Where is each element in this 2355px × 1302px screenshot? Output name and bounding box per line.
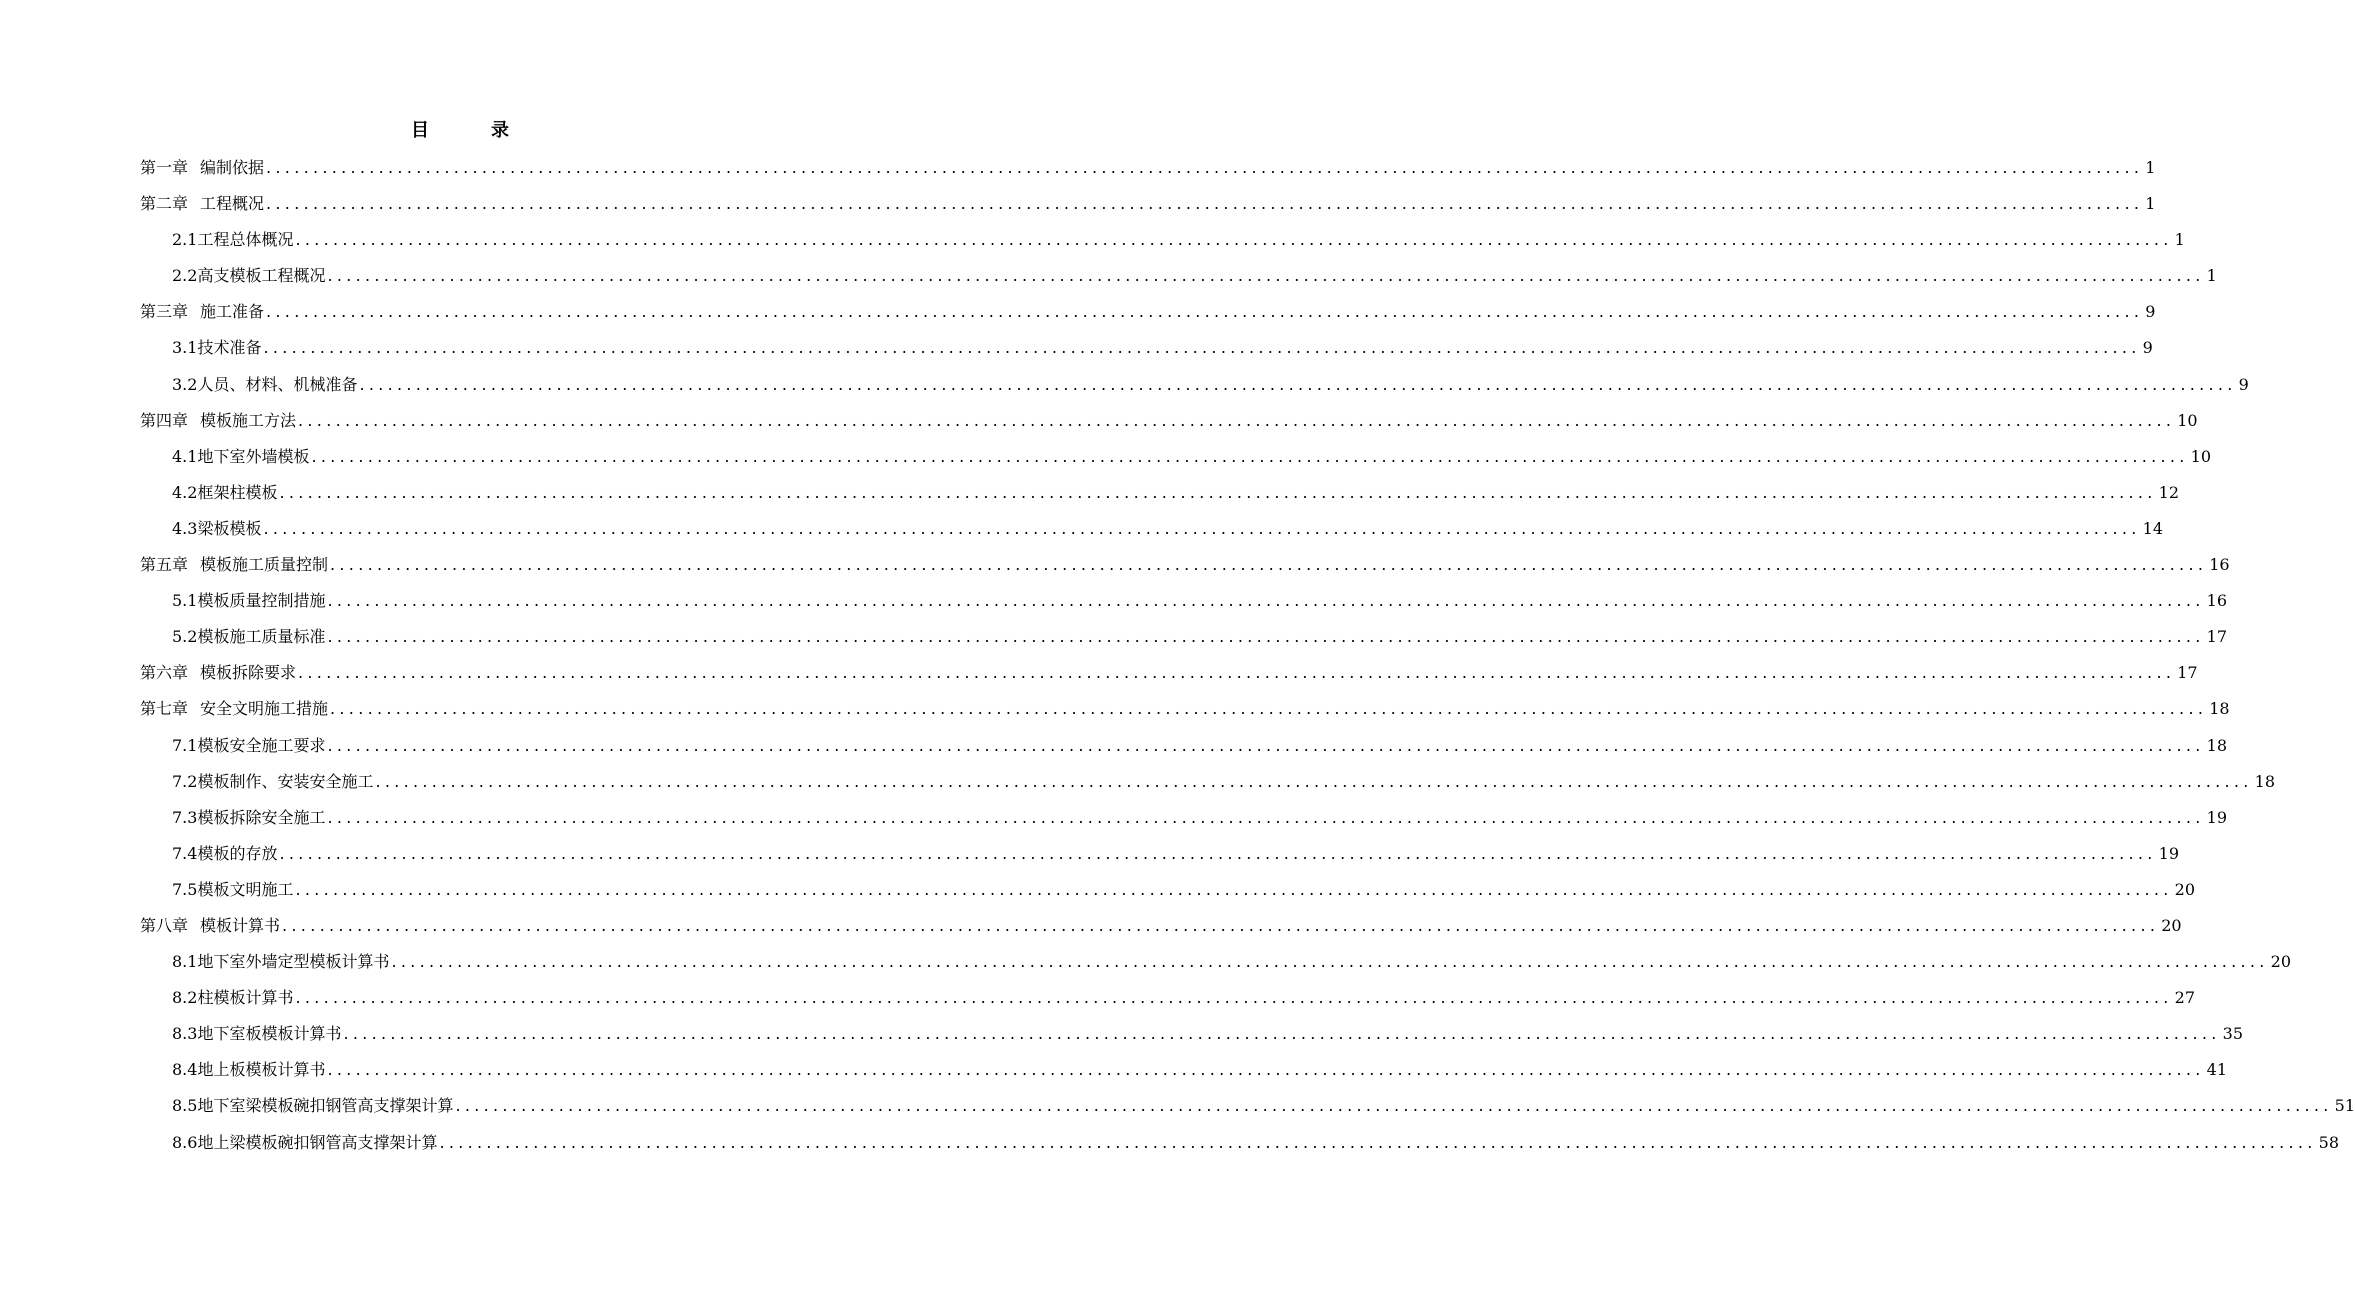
toc-page-number: 18 xyxy=(2209,699,2230,719)
toc-chapter-number: 第八章 xyxy=(140,915,189,935)
toc-dot-leader: ........................................................................................................................................................................................................ xyxy=(266,302,2144,322)
toc-entry-label: 编制依据 xyxy=(200,158,265,177)
toc-entry-label: 4.2框架柱模板 xyxy=(172,482,278,502)
toc-page-number: 18 xyxy=(2254,771,2275,791)
toc-entry-label-group xyxy=(172,511,261,547)
toc-dot-leader: ........................................................................................................................................................................................................ xyxy=(279,482,2157,502)
toc-dot-leader: ........................................................................................................................................................................................................ xyxy=(391,952,2269,972)
toc-entry-label: 8.4地上板模板计算书 xyxy=(172,1060,326,1080)
toc-dot-leader: ........................................................................................................................................................................................................ xyxy=(455,1096,2333,1116)
toc-entry-label-group xyxy=(140,186,264,222)
toc-chapter-number: 第二章 xyxy=(140,194,189,214)
toc-entry-label: 7.4模板的存放 xyxy=(172,843,278,863)
toc-entry-chapter[interactable] xyxy=(140,547,2230,583)
toc-entry-chapter[interactable] xyxy=(140,655,2198,691)
toc-entry-label-group xyxy=(172,258,325,294)
toc-entry-label-group xyxy=(172,872,293,908)
toc-page-number: 16 xyxy=(2209,555,2230,575)
toc-entry-section[interactable] xyxy=(140,511,2163,547)
toc-page-number: 9 xyxy=(2142,338,2153,358)
toc-entry-label-group xyxy=(172,330,261,366)
toc-page-number: 9 xyxy=(2145,302,2156,322)
toc-entry-section[interactable] xyxy=(140,872,2195,908)
toc-entry-label: 2.2高支模板工程概况 xyxy=(172,266,326,286)
toc-entry-section[interactable] xyxy=(140,367,2249,403)
toc-entry-label: 7.2模板制作、安装安全施工 xyxy=(172,771,374,791)
toc-entry-label-group xyxy=(140,655,296,691)
toc-entry-section[interactable] xyxy=(140,619,2227,655)
toc-dot-leader: ........................................................................................................................................................................................................ xyxy=(375,771,2253,791)
toc-entry-label: 7.1模板安全施工要求 xyxy=(172,735,326,755)
toc-entry-label-group xyxy=(172,728,325,764)
toc-entry-section[interactable] xyxy=(140,764,2275,800)
toc-entry-label: 8.1地下室外墙定型模板计算书 xyxy=(172,952,390,972)
toc-entry-label-group xyxy=(172,583,325,619)
toc-entry-section[interactable] xyxy=(140,836,2179,872)
toc-dot-leader: ........................................................................................................................................................................................................ xyxy=(327,591,2205,611)
toc-entry-label-group xyxy=(172,836,277,872)
toc-page-number: 58 xyxy=(2318,1132,2339,1152)
toc-page-number: 12 xyxy=(2158,482,2179,502)
toc-entry-label: 4.3梁板模板 xyxy=(172,518,262,538)
toc-page-number: 27 xyxy=(2174,988,2195,1008)
toc-dot-leader: ........................................................................................................................................................................................................ xyxy=(295,879,2173,899)
toc-page-number: 1 xyxy=(2174,230,2185,250)
toc-dot-leader: ........................................................................................................................................................................................................ xyxy=(327,627,2205,647)
toc-entry-label: 模板施工质量控制 xyxy=(200,555,329,575)
toc-entry-chapter[interactable] xyxy=(140,403,2198,439)
toc-page-number: 19 xyxy=(2206,807,2227,827)
toc-entry-label: 工程概况 xyxy=(200,194,265,214)
toc-entry-label: 2.1工程总体概况 xyxy=(172,230,294,250)
toc-dot-leader: ........................................................................................................................................................................................................ xyxy=(298,410,2176,430)
toc-dot-leader: ........................................................................................................................................................................................................ xyxy=(263,518,2141,538)
toc-page-number: 1 xyxy=(2145,158,2156,177)
toc-entry-section[interactable] xyxy=(140,800,2227,836)
toc-page-number: 1 xyxy=(2145,194,2156,214)
toc-entry-label-group xyxy=(140,547,328,583)
toc-entry-label: 模板计算书 xyxy=(200,915,281,935)
toc-entry-section[interactable] xyxy=(140,980,2195,1016)
toc-list xyxy=(140,150,2355,1161)
toc-dot-leader: ........................................................................................................................................................................................................ xyxy=(279,843,2157,863)
toc-entry-label-group xyxy=(172,439,309,475)
toc-entry-label-group xyxy=(172,367,357,403)
toc-entry-label-group xyxy=(172,619,325,655)
toc-page-number: 17 xyxy=(2206,627,2227,647)
toc-entry-label-group xyxy=(172,764,373,800)
toc-entry-label: 3.1技术准备 xyxy=(172,338,262,358)
toc-entry-section[interactable] xyxy=(140,1016,2243,1052)
toc-entry-chapter[interactable] xyxy=(140,691,2230,727)
toc-chapter-number: 第七章 xyxy=(140,699,189,719)
toc-entry-label: 8.3地下室板模板计算书 xyxy=(172,1024,342,1044)
toc-entry-chapter[interactable] xyxy=(140,150,2156,186)
toc-entry-label-group xyxy=(172,1052,325,1088)
toc-dot-leader: ........................................................................................................................................................................................................ xyxy=(311,446,2189,466)
toc-dot-leader: ........................................................................................................................................................................................................ xyxy=(295,230,2173,250)
toc-page-number: 20 xyxy=(2161,915,2182,935)
toc-page-number: 10 xyxy=(2177,410,2198,430)
toc-entry-label: 7.5模板文明施工 xyxy=(172,879,294,899)
toc-dot-leader: ........................................................................................................................................................................................................ xyxy=(327,266,2205,286)
toc-entry-section[interactable] xyxy=(140,439,2211,475)
toc-page-number: 20 xyxy=(2174,879,2195,899)
toc-chapter-number: 第六章 xyxy=(140,663,189,683)
toc-dot-leader: ........................................................................................................................................................................................................ xyxy=(327,1060,2205,1080)
toc-entry-section[interactable] xyxy=(140,583,2227,619)
toc-chapter-number: 第三章 xyxy=(140,302,189,322)
toc-entry-label-group xyxy=(172,944,389,980)
toc-entry-chapter[interactable] xyxy=(140,294,2156,330)
toc-entry-section[interactable] xyxy=(140,1125,2339,1161)
toc-entry-label-group xyxy=(172,980,293,1016)
toc-entry-label: 5.1模板质量控制措施 xyxy=(172,591,326,611)
toc-page-number: 14 xyxy=(2142,518,2163,538)
toc-page-number: 17 xyxy=(2177,663,2198,683)
toc-dot-leader: ........................................................................................................................................................................................................ xyxy=(295,988,2173,1008)
toc-entry-chapter[interactable] xyxy=(140,186,2156,222)
toc-dot-leader: ........................................................................................................................................................................................................ xyxy=(343,1024,2221,1044)
toc-entry-label: 安全文明施工措施 xyxy=(200,699,329,719)
toc-entry-section[interactable] xyxy=(140,728,2227,764)
toc-entry-label-group xyxy=(140,908,280,944)
toc-entry-label-group xyxy=(140,294,264,330)
toc-chapter-number: 第一章 xyxy=(140,158,189,177)
toc-dot-leader: ........................................................................................................................................................................................................ xyxy=(439,1132,2317,1152)
toc-page-number: 20 xyxy=(2270,952,2291,972)
toc-entry-label-group xyxy=(140,403,296,439)
toc-entry-label: 模板施工方法 xyxy=(200,410,297,430)
toc-entry-label-group xyxy=(172,222,293,258)
toc-page-number: 1 xyxy=(2206,266,2217,286)
toc-entry-label: 8.5地下室梁模板碗扣钢管高支撑架计算 xyxy=(172,1096,454,1116)
toc-entry-label: 4.1地下室外墙模板 xyxy=(172,446,310,466)
toc-dot-leader: ........................................................................................................................................................................................................ xyxy=(359,374,2237,394)
toc-entry-label: 模板拆除要求 xyxy=(200,663,297,683)
toc-entry-label-group xyxy=(172,475,277,511)
toc-entry-label: 8.6地上梁模板碗扣钢管高支撑架计算 xyxy=(172,1132,438,1152)
toc-dot-leader: ........................................................................................................................................................................................................ xyxy=(327,807,2205,827)
toc-entry-label-group xyxy=(140,691,328,727)
toc-chapter-number: 第四章 xyxy=(140,410,189,430)
toc-entry-label-group xyxy=(172,800,325,836)
toc-entry-label-group xyxy=(140,150,264,186)
toc-entry-chapter[interactable] xyxy=(140,908,2182,944)
toc-dot-leader: ........................................................................................................................................................................................................ xyxy=(298,663,2176,683)
toc-dot-leader: ........................................................................................................................................................................................................ xyxy=(266,194,2144,214)
toc-page-number: 41 xyxy=(2206,1060,2227,1080)
toc-entry-section[interactable] xyxy=(140,258,2217,294)
toc-dot-leader: ........................................................................................................................................................................................................ xyxy=(327,735,2205,755)
toc-title: 目 录 xyxy=(411,120,531,141)
toc-entry-label-group xyxy=(172,1016,341,1052)
toc-page-number: 10 xyxy=(2190,446,2211,466)
toc-page-number: 9 xyxy=(2238,374,2249,394)
toc-page-number: 35 xyxy=(2222,1024,2243,1044)
toc-entry-section[interactable] xyxy=(140,222,2185,258)
toc-entry-section[interactable] xyxy=(140,475,2179,511)
toc-entry-section[interactable] xyxy=(140,1052,2227,1088)
toc-dot-leader: ........................................................................................................................................................................................................ xyxy=(263,338,2141,358)
toc-entry-section[interactable] xyxy=(140,330,2153,366)
toc-page-number: 19 xyxy=(2158,843,2179,863)
toc-entry-label-group xyxy=(172,1125,437,1161)
toc-dot-leader: ........................................................................................................................................................................................................ xyxy=(330,699,2208,719)
toc-page-number: 16 xyxy=(2206,591,2227,611)
toc-page-number: 18 xyxy=(2206,735,2227,755)
toc-entry-label: 5.2模板施工质量标准 xyxy=(172,627,326,647)
toc-dot-leader: ........................................................................................................................................................................................................ xyxy=(266,158,2144,177)
toc-chapter-number: 第五章 xyxy=(140,555,189,575)
toc-entry-label-group xyxy=(172,1088,453,1124)
toc-entry-label: 7.3模板拆除安全施工 xyxy=(172,807,326,827)
toc-entry-section[interactable] xyxy=(140,944,2291,980)
toc-dot-leader: ........................................................................................................................................................................................................ xyxy=(330,555,2208,575)
toc-page-number: 51 xyxy=(2334,1096,2355,1116)
toc-entry-label: 施工准备 xyxy=(200,302,265,322)
toc-dot-leader: ........................................................................................................................................................................................................ xyxy=(282,915,2160,935)
toc-entry-section[interactable] xyxy=(140,1088,2355,1124)
toc-entry-label: 3.2人员、材料、机械准备 xyxy=(172,374,358,394)
toc-entry-label: 8.2柱模板计算书 xyxy=(172,988,294,1008)
